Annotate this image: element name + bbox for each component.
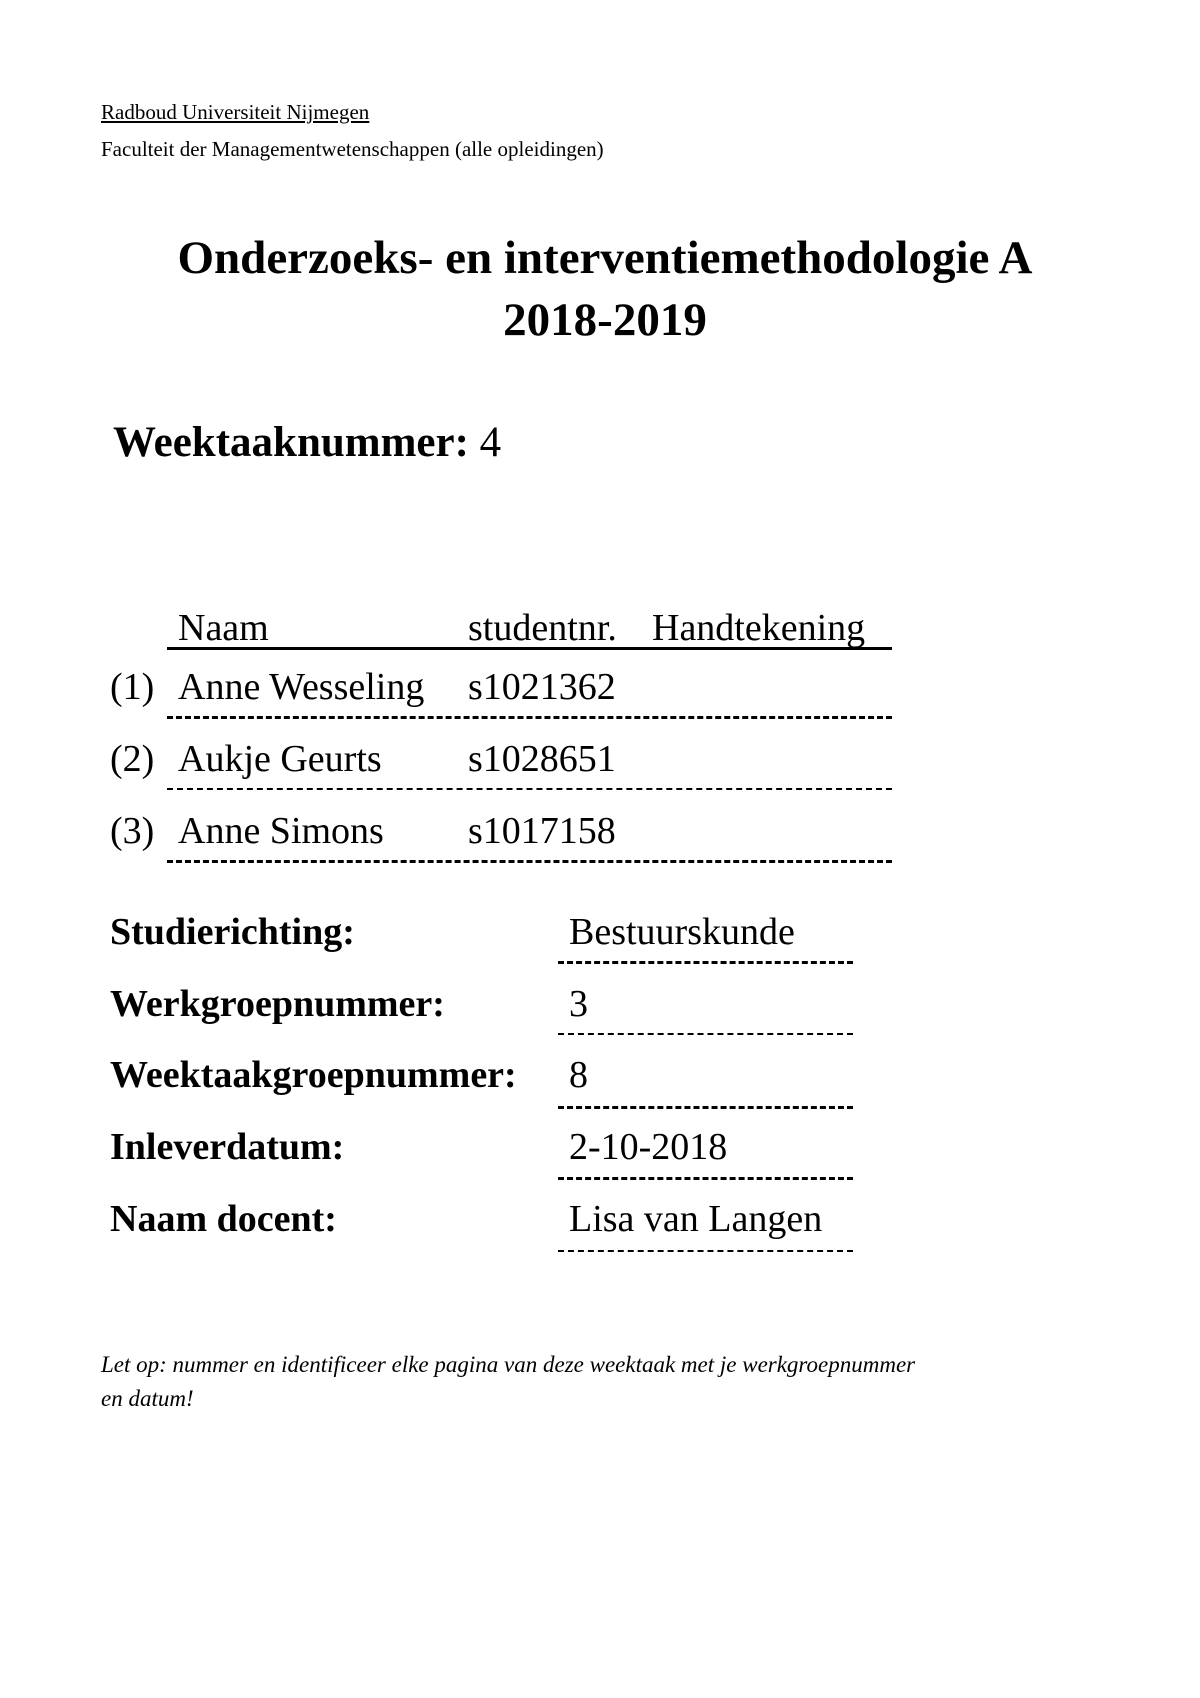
field-label-studierichting: Studierichting:: [110, 911, 355, 953]
field-label-werkgroepnummer: Werkgroepnummer:: [110, 983, 445, 1025]
row-number: (2): [110, 738, 155, 780]
weektaak-label: Weektaaknummer:: [113, 419, 469, 466]
academic-year: 2018-2019: [503, 294, 707, 346]
column-header-signature: Handtekening: [652, 607, 866, 649]
student-name: Anne Simons: [178, 810, 384, 852]
field-value-weektaakgroepnummer: 8: [569, 1054, 588, 1096]
signature-line: [167, 716, 892, 719]
column-header-name: Naam: [178, 607, 269, 649]
student-number: s1028651: [468, 738, 616, 780]
field-value-studierichting: Bestuurskunde: [569, 911, 795, 953]
field-underline: [558, 1106, 853, 1109]
column-header-studentnr: studentnr.: [468, 607, 617, 649]
field-underline: [558, 1177, 853, 1180]
course-title: Onderzoeks- en interventiemethodologie A: [177, 232, 1033, 284]
signature-line: [167, 788, 892, 790]
field-value-naam-docent: Lisa van Langen: [569, 1198, 823, 1240]
field-label-inleverdatum: Inleverdatum:: [110, 1126, 345, 1168]
field-underline: [558, 1250, 853, 1252]
field-value-werkgroepnummer: 3: [569, 983, 588, 1025]
instruction-note: Let op: nummer en identificeer elke pagina van deze weektaak met je werkgroepnummer en datum!: [101, 1352, 916, 1411]
student-name: Anne Wesseling: [178, 666, 425, 708]
field-underline: [558, 961, 853, 964]
row-number: (1): [110, 666, 155, 708]
university-name: Radboud Universiteit Nijmegen: [101, 100, 370, 124]
field-underline: [558, 1033, 853, 1035]
weektaak-number: [113, 418, 501, 467]
weektaak-value: 4: [479, 419, 502, 466]
field-label-weektaakgroepnummer: Weektaakgroepnummer:: [110, 1054, 517, 1096]
student-name: Aukje Geurts: [178, 738, 382, 780]
field-label-naam-docent: Naam docent:: [110, 1198, 337, 1240]
field-value-inleverdatum: 2-10-2018: [569, 1126, 728, 1168]
student-number: s1021362: [468, 666, 616, 708]
signature-line: [167, 860, 892, 863]
row-number: (3): [110, 810, 155, 852]
table-header-rule: [167, 647, 892, 650]
student-number: s1017158: [468, 810, 616, 852]
faculty-name: Faculteit der Managementwetenschappen (alle opleidingen): [101, 137, 604, 161]
